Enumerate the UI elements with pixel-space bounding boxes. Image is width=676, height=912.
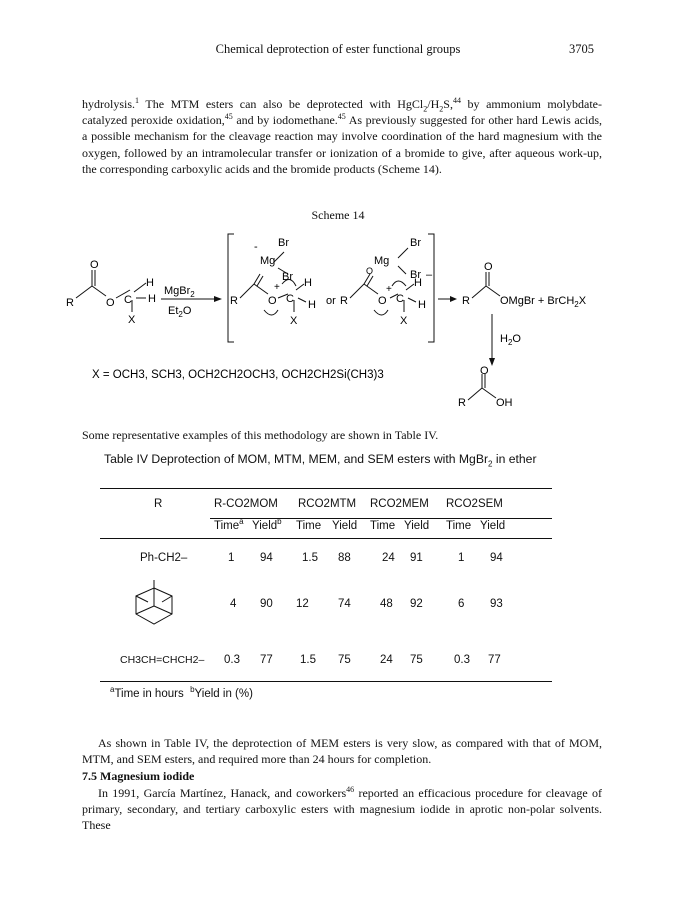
svg-text:X: X xyxy=(290,315,298,327)
table-cell: 94 xyxy=(260,552,273,564)
table-cell: 93 xyxy=(490,598,503,610)
table-footnote: $^a$Time in hours $^b$Yield in (%) xyxy=(110,685,253,700)
table-cell: 92 xyxy=(410,598,423,610)
svg-text:C: C xyxy=(124,294,132,306)
svg-text:O: O xyxy=(268,295,277,307)
running-title: Chemical deprotection of ester functional groups xyxy=(215,42,461,56)
svg-text:or: or xyxy=(326,295,336,307)
svg-text:O: O xyxy=(480,365,489,377)
table-cell: 12 xyxy=(296,598,309,610)
table-intro: Some representative examples of this methodology are shown in Table IV. xyxy=(82,428,439,442)
svg-text:Br: Br xyxy=(410,269,421,281)
paragraph-1: hydrolysis.$^1$ The MTM esters can also be deprotected with $HgCl_2/H_2S,^{44}$ by ammonium molybdate-catalyzed peroxide oxidation,$^{45}$ and by iodomethane.$^{45}$ As previously suggested for other hard Lewis acids, a possible mechanism for the cleavage reaction may involve coordination of the hard magnesium with the oxygen, followed by an intramolecular transfer or ionization of a bromide to give, after aqueous work-up, the corresponding carboxylic acids and the bromide products (Scheme 14). xyxy=(82,96,602,176)
svg-text:R: R xyxy=(458,397,466,409)
svg-text:Br: Br xyxy=(282,271,293,283)
svg-text:Et2O: $Et_2O$ xyxy=(168,305,192,319)
svg-text:MgBr2: MgBr$_2$ xyxy=(164,285,195,299)
adamantyl-structure xyxy=(124,578,180,632)
svg-text:O: O xyxy=(366,266,374,276)
table-cell: 74 xyxy=(338,598,351,610)
svg-text:R: R xyxy=(462,295,470,307)
svg-text:R: R xyxy=(230,295,238,307)
svg-text:Mg: Mg xyxy=(374,255,390,267)
svg-text:H: H xyxy=(148,293,156,305)
table-caption: Table IV Deprotection of MOM, MTM, MEM, and SEM esters with MgBr$_2$ in ether xyxy=(104,452,537,469)
svg-text:Br: Br xyxy=(278,237,289,249)
row-r-crotyl: CH3CH=CHCH2– xyxy=(120,654,205,666)
column-mtm: RCO2MTM xyxy=(298,498,357,510)
table-cell: 1 xyxy=(228,552,235,564)
svg-text:R: R xyxy=(340,295,348,307)
svg-text:H: H xyxy=(146,277,154,289)
subheader-time: Time xyxy=(296,520,322,532)
subheader-yield: Yield xyxy=(480,520,506,532)
column-mem: RCO2MEM xyxy=(370,498,429,510)
table-cell: 0.3 xyxy=(224,654,240,666)
table-cell: 75 xyxy=(338,654,351,666)
svg-text:Mg: Mg xyxy=(260,255,276,267)
svg-text:+: + xyxy=(274,282,280,293)
table-cell: 75 xyxy=(410,654,423,666)
table-cell: 91 xyxy=(410,552,423,564)
table-cell: 24 xyxy=(380,654,393,666)
acid-product-structure xyxy=(468,374,496,400)
svg-text:O: O xyxy=(90,259,99,271)
svg-text:O: O xyxy=(106,297,115,309)
svg-text:C: C xyxy=(396,293,404,305)
column-r: R xyxy=(154,498,163,510)
paragraph-3: In 1991, García Martínez, Hanack, and coworkers$^{46}$ reported an efficacious procedure for cleavage of primary, secondary, and tertiary carboxylic esters with magnesium iodide in aprotic non-polar solvents. These xyxy=(82,785,602,833)
svg-text:-: - xyxy=(254,241,258,253)
subheader-yield: Yield xyxy=(332,520,358,532)
table-cell: 77 xyxy=(488,654,501,666)
svg-text:O: O xyxy=(484,261,493,273)
table-cell: 24 xyxy=(382,552,395,564)
column-sem: RCO2SEM xyxy=(446,498,503,510)
svg-text:X: X xyxy=(400,315,408,327)
table-cell: 1 xyxy=(458,552,465,564)
svg-text:OH: OH xyxy=(496,397,513,409)
running-head xyxy=(0,42,676,60)
svg-text:H: H xyxy=(308,299,316,311)
subheader-yield: Yield$^b$ xyxy=(252,517,282,532)
svg-text:Br: Br xyxy=(410,237,421,249)
table-cell: 1.5 xyxy=(300,654,316,666)
svg-text:O: O xyxy=(378,295,387,307)
table-cell: 88 xyxy=(338,552,351,564)
paragraph-2: As shown in Table IV, the deprotection of MEM esters is very slow, as compared with that of MOM, MTM, and SEM esters, and required more than 24 hours for completion. xyxy=(82,736,602,767)
svg-text:H: H xyxy=(304,277,312,289)
svg-text:–: – xyxy=(426,269,433,281)
x-definition: X = OCH3, SCH3, OCH2CH2OCH3, OCH2CH2Si(CH3)3 xyxy=(92,369,384,381)
scheme-14-diagram xyxy=(64,228,624,418)
table-cell: 4 xyxy=(230,598,237,610)
scheme-title: Scheme 14 xyxy=(311,208,365,222)
svg-text:H: H xyxy=(418,299,426,311)
table-iv xyxy=(100,468,552,698)
product-structure xyxy=(472,272,500,298)
table-cell: 0.3 xyxy=(454,654,470,666)
svg-text:H2O: $H_2O$ xyxy=(500,333,521,347)
section-heading: 7.5 Magnesium iodide xyxy=(82,769,195,783)
svg-text:H: H xyxy=(414,277,422,289)
column-mom: R-CO2MOM xyxy=(214,498,278,510)
subheader-time: Time xyxy=(446,520,472,532)
row-r-benzyl: Ph-CH2– xyxy=(140,552,188,564)
table-cell: 94 xyxy=(490,552,503,564)
page-number: 3705 xyxy=(569,42,594,56)
table-cell: 48 xyxy=(380,598,393,610)
svg-text:OMgBr + BrCH2X: OMgBr + BrCH$_2$X xyxy=(500,295,587,309)
table-cell: 1.5 xyxy=(302,552,318,564)
svg-text:X: X xyxy=(128,314,136,326)
subheader-time: Time xyxy=(370,520,396,532)
table-cell: 6 xyxy=(458,598,465,610)
table-cell: 77 xyxy=(260,654,273,666)
subheader-time: Time$^a$ xyxy=(214,517,244,532)
table-cell: 90 xyxy=(260,598,273,610)
svg-text:+: + xyxy=(386,284,392,295)
subheader-yield: Yield xyxy=(404,520,430,532)
svg-text:C: C xyxy=(286,293,294,305)
svg-text:R: R xyxy=(66,297,74,309)
